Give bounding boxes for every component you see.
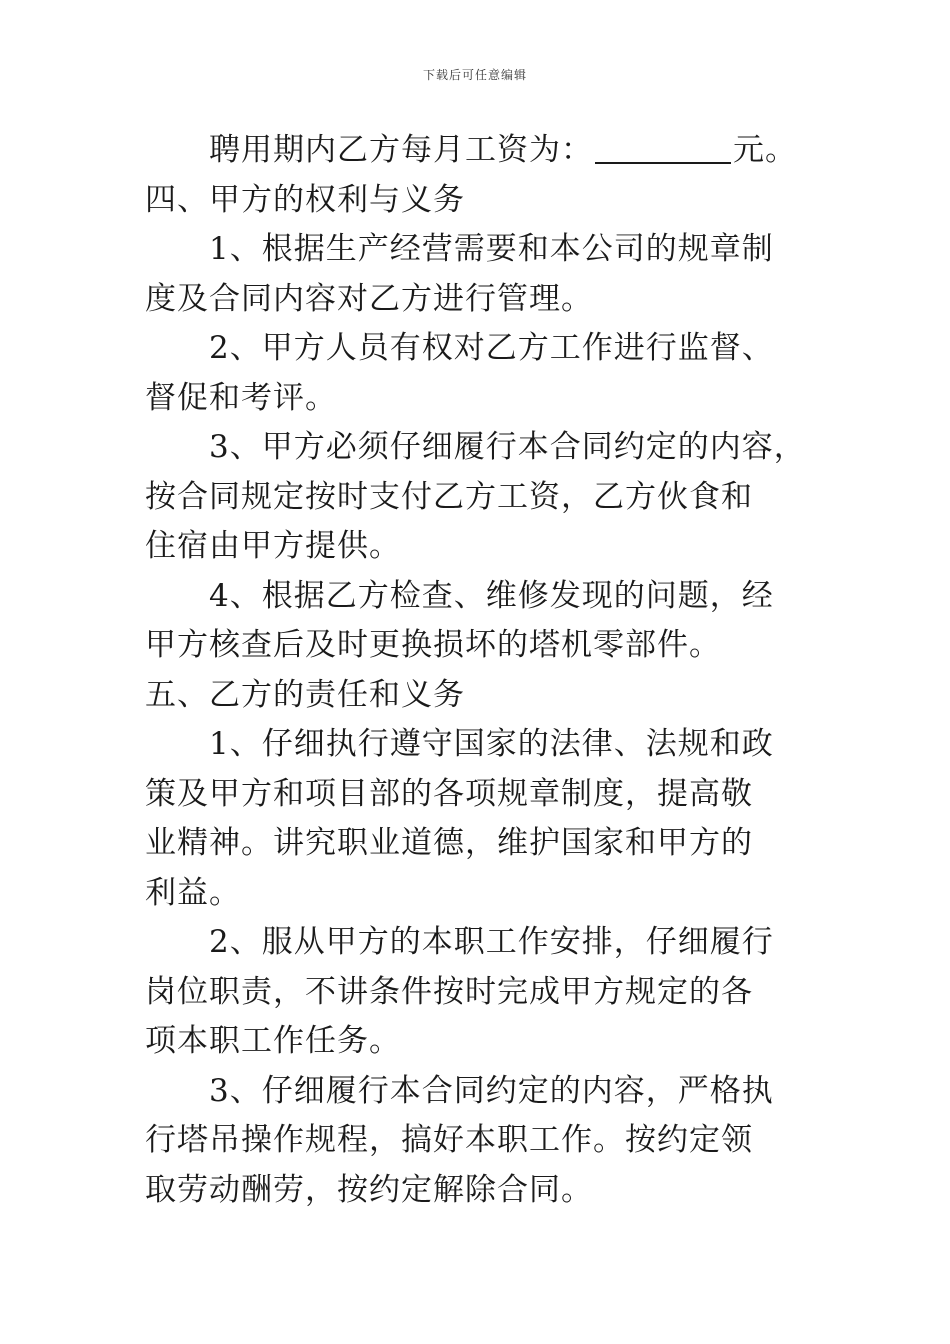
- text-line: 2、甲方人员有权对乙方工作进行监督、: [209, 330, 774, 366]
- text-line: 按合同规定按时支付乙方工资，乙方伙食和: [145, 478, 753, 515]
- text-line: 业精神。讲究职业道德，维护国家和甲方的: [145, 825, 753, 861]
- text-line: 度及合同内容对乙方进行管理。: [145, 280, 593, 317]
- text-line: 行塔吊操作规程，搞好本职工作。按约定领: [145, 1122, 753, 1158]
- text-line: 4、根据乙方检查、维修发现的问题，经: [209, 577, 774, 614]
- text-line: 利益。: [145, 874, 241, 911]
- text-line: 3、仔细履行本合同约定的内容，严格执: [209, 1072, 774, 1109]
- page-header: 下载后可任意编辑: [422, 68, 527, 82]
- text-line: 1、根据生产经营需要和本公司的规章制: [209, 231, 774, 267]
- text-line: 五、乙方的责任和义务: [145, 676, 465, 713]
- text-line: 2、服从甲方的本职工作安排，仔细履行: [209, 924, 774, 960]
- text-line: 岗位职责，不讲条件按时完成甲方规定的各: [145, 973, 753, 1010]
- salary-line: [145, 126, 825, 176]
- text-line: 取劳动酬劳，按约定解除合同。: [145, 1171, 593, 1208]
- text-line: 3、甲方必须仔细履行本合同约定的内容，: [209, 429, 806, 465]
- text-line: 督促和考评。: [145, 379, 337, 416]
- text-line: 策及甲方和项目部的各项规章制度，提高敬: [145, 775, 753, 812]
- salary-unit: 元。: [733, 132, 797, 168]
- text-line: 住宿由甲方提供。: [145, 528, 401, 564]
- text-line: 甲方核查后及时更换损坏的塔机零部件。: [145, 627, 721, 663]
- document-body: [145, 126, 825, 1215]
- salary-blank-field: [595, 132, 731, 164]
- text-line: 项本职工作任务。: [145, 1023, 401, 1059]
- text-line: 四、甲方的权利与义务: [145, 181, 465, 218]
- salary-label: 聘用期内乙方每月工资为：: [209, 132, 593, 168]
- text-line: 1、仔细执行遵守国家的法律、法规和政: [209, 726, 774, 762]
